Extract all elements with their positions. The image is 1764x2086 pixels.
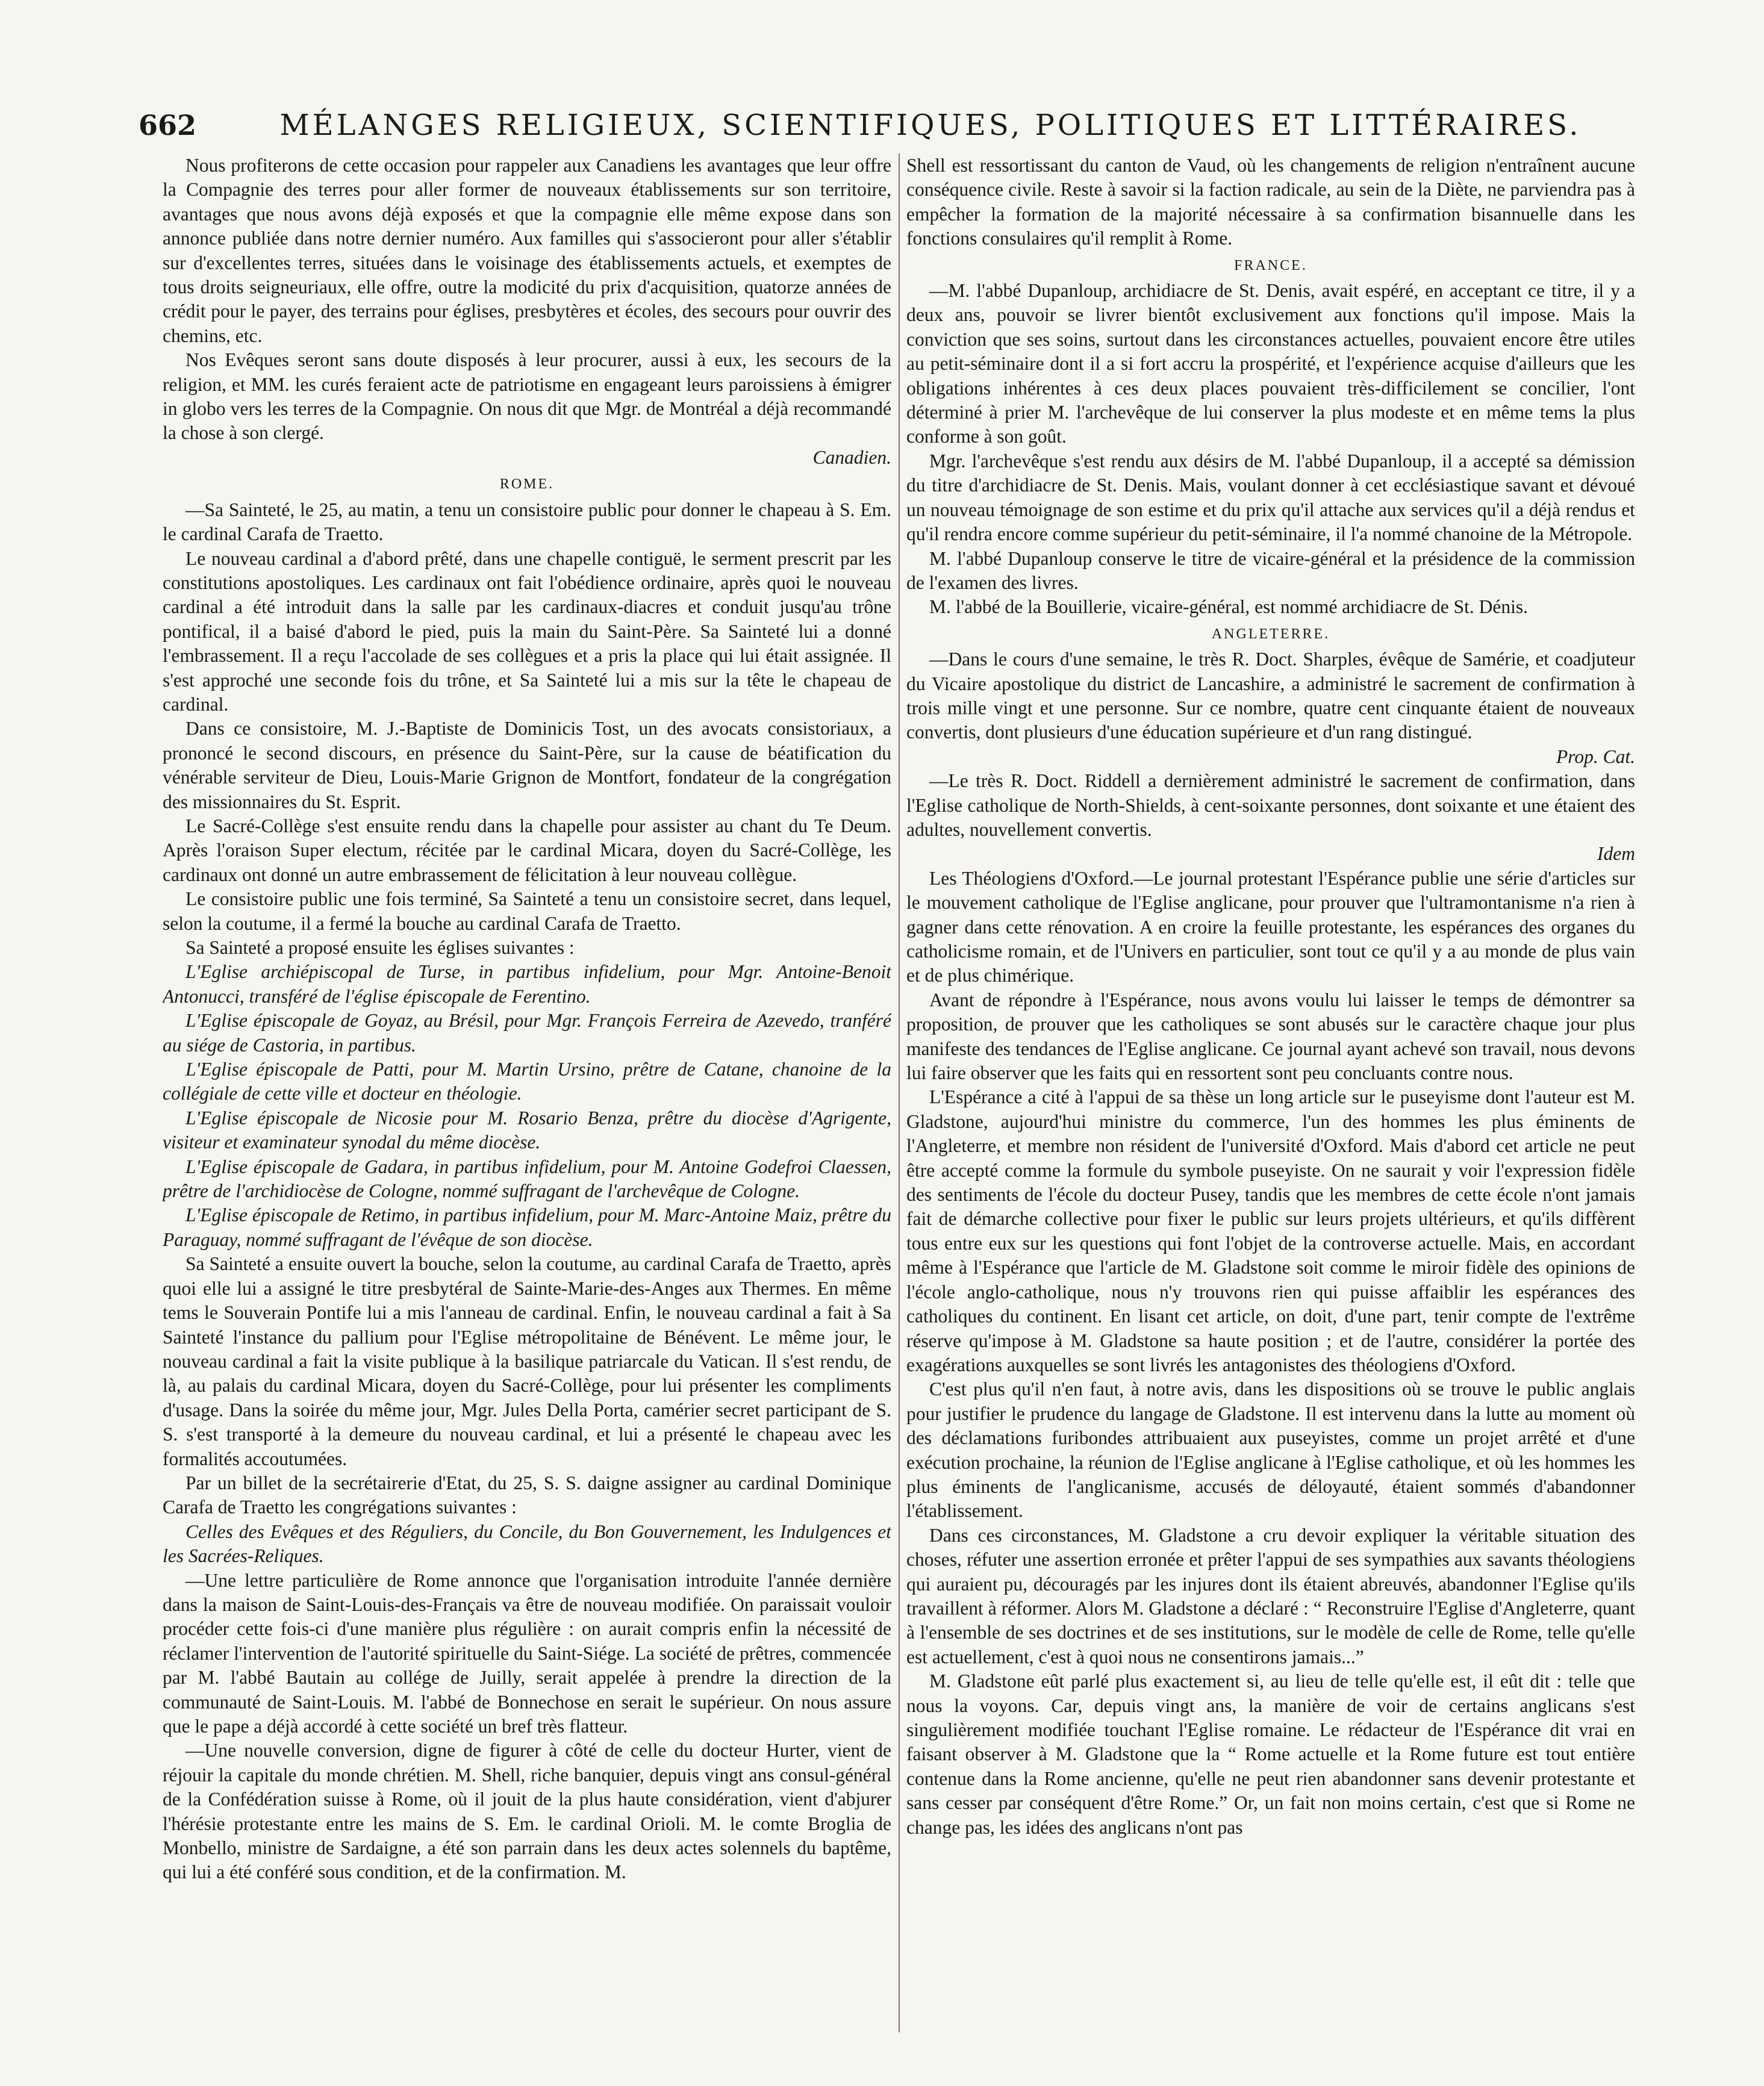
source-signature: Prop. Cat.	[1556, 746, 1635, 767]
running-title: MÉLANGES RELIGIEUX, SCIENTIFIQUES, POLITIQUES ET LITTÉRAIRES.	[279, 108, 1582, 142]
article-paragraph: —Une nouvelle conversion, digne de figurer à côté de celle du docteur Hurter, vient de réjouir la capitale du monde chrétien. M. Shell, riche banquier, depuis vingt ans consul-général de la Confédération suisse à Rome, où il jouit de la plus haute considération, vient d'abjurer l'hérésie protestante entre les mains de S. Em. le cardinal Orioli. M. le comte Broglia de Monbello, ministre de Sardaigne, a été son parrain dans les deux actes solennels du baptême, qui lui a été conféré sous condition, et de la confirmation. M.	[163, 1740, 891, 1883]
article-paragraph: Nos Evêques seront sans doute disposés à leur procurer, aussi à eux, les secours de la religion, et MM. les curés feraient acte de patriotisme en engageant leurs paroissiens à émigrer in globo vers les terres de la Compagnie. On nous dit que Mgr. de Montréal a déjà recommandé la chose à son clergé.	[163, 349, 891, 444]
article-paragraph: Le nouveau cardinal a d'abord prêté, dans une chapelle contiguë, le serment prescrit par les constitutions apostoliques. Les cardinaux ont fait l'obédience ordinaire, après quoi le nouveau cardinal a été introduit dans la salle par les cardinaux-diacres et conduit jusqu'au trône pontifical, il a baisé d'abord le pied, puis la main du Saint-Père. Sa Sainteté lui a donné l'embrassement. Il a reçu l'accolade de ses collègues et a pris la place qui lui était assignée. Il s'est approché une seconde fois du trône, et Sa Sainteté lui a mis sur la tête le chapeau de cardinal.	[163, 547, 891, 715]
source-signature: Canadien.	[812, 446, 891, 468]
church-entry: L'Eglise épiscopale de Goyaz, au Brésil, pour Mgr. François Ferreira de Azevedo, tranféré au siége de Castoria, in partibus.	[163, 1010, 891, 1056]
article-paragraph: Sa Sainteté a ensuite ouvert la bouche, selon la coutume, au cardinal Carafa de Traetto, après quoi elle lui a assigné le titre presbytéral de Sainte-Marie-des-Anges aux Thermes. En même tems le Souverain Pontife lui a mis l'anneau de cardinal. Enfin, le nouveau cardinal a fait à Sa Sainteté l'instance du pallium pour l'Eglise métropolitaine de Bénévent. Le même jour, le nouveau cardinal a fait la visite publique à la basilique patriarcale du Vatican. Il s'est rendu, de là, au palais du cardinal Micara, doyen du Sacré-Collège, pour lui présenter les compliments d'usage. Dans la soirée du même jour, Mgr. Jules Della Porta, camérier secret participant de S. S. s'est transporté à la demeure du nouveau cardinal, et lui a présenté le chapeau avec les formalités accoutumées.	[163, 1253, 891, 1469]
article-paragraph: M. l'abbé de la Bouillerie, vicaire-général, est nommé archidiacre de St. Dénis.	[929, 596, 1529, 618]
article-paragraph: L'Espérance a cité à l'appui de sa thèse un long article sur le puseyisme dont l'auteur est M. Gladstone, aujourd'hui ministre du commerce, l'un des hommes les plus éminents de l'Angleterre, et membre non résident de l'université d'Oxford. Mais d'abord cet article ne peut être accepté comme la formule du symbole puseyiste. On ne saurait y voir l'expression fidèle des sentiments de l'école du docteur Pusey, tandis que les membres de cette école n'ont jamais fait de démarche collective pour fixer le public sur leurs projets ultérieurs, et qu'ils diffèrent tous entre eux sur les questions qui font l'objet de la controverse actuelle. Mais, en accordant même à l'Espérance que l'article de M. Gladstone soit comme le miroir fidèle des opinions de l'école anglo-catholique, nous n'y trouvons rien qui puisse affaiblir les espérances des catholiques du continent. En lisant cet article, on doit, d'une part, tenir compte de l'extrême réserve qu'impose à M. Gladstone sa haute position ; et de l'autre, considérer la portée des exagérations auxquelles se sont livrés les antagonistes des théologiens d'Oxford.	[906, 1086, 1635, 1375]
article-paragraph: Les Théologiens d'Oxford.—Le journal protestant l'Espérance publie une série d'articles sur le mouvement catholique de l'Eglise anglicane, pour prouver que l'ultramontanisme n'a rien à gagner dans cette rénovation. A en croire la feuille protestante, les espérances des organes du catholicisme romain, et de l'Univers en particulier, sont tout ce qu'il y a au monde de plus vain et de plus chimérique.	[906, 867, 1635, 986]
article-paragraph: —Sa Sainteté, le 25, au matin, a tenu un consistoire public pour donner le chapeau à S. Em. le cardinal Carafa de Traetto.	[163, 499, 891, 545]
section-heading-rome: ROME.	[499, 476, 555, 493]
church-entry: L'Eglise épiscopale de Retimo, in partibus infidelium, pour M. Marc-Antoine Maiz, prêtre du Paraguay, nommé suffragant de l'évêque de son diocèse.	[163, 1204, 891, 1250]
article-paragraph: Avant de répondre à l'Espérance, nous avons voulu lui laisser le temps de démontrer sa proposition, de prouver que les catholiques se sont abusés sur le caractère chaque jour plus manifeste des tendances de l'Eglise anglicane. Ce journal ayant achevé son travail, nous devons lui faire observer que les faits qui en ressortent sont peu concluants contre nous.	[906, 989, 1635, 1084]
article-paragraph: —Dans le cours d'une semaine, le très R. Doct. Sharples, évêque de Samérie, et coadjuteur du Vicaire apostolique du district de Lancashire, a administré le sacrement de confirmation à trois mille vingt et une personne. Sur ce nombre, quatre cent cinquante étaient de nouveaux convertis, dont plusieurs d'une éducation supérieure et d'un rang distingué.	[906, 649, 1635, 743]
congregation-list: Celles des Evêques et des Réguliers, du Concile, du Bon Gouvernement, les Indulgences et les Sacrées-Reliques.	[163, 1521, 891, 1567]
church-entry: L'Eglise épiscopale de Nicosie pour M. Rosario Benza, prêtre du diocèse d'Agrigente, visiteur et examinateur synodal du même diocèse.	[163, 1107, 891, 1153]
article-paragraph: Sa Sainteté a proposé ensuite les églises suivantes :	[185, 937, 575, 958]
article-paragraph: M. l'abbé Dupanloup conserve le titre de vicaire-général et la présidence de la commission de l'examen des livres.	[906, 547, 1635, 593]
section-heading-france: FRANCE.	[1234, 257, 1307, 273]
left-column	[163, 154, 891, 2032]
church-entry: L'Eglise archiépiscopal de Turse, in partibus infidelium, pour Mgr. Antoine-Benoit Antonucci, transféré de l'église épiscopale de Ferentino.	[163, 961, 891, 1007]
article-paragraph: Dans ce consistoire, M. J.-Baptiste de Dominicis Tost, un des avocats consistoriaux, a prononcé le second discours, en présence du Saint-Père, sur la cause de béatification du vénérable serviteur de Dieu, Louis-Marie Grignon de Montfort, fondateur de la congrégation des missionnaires du St. Esprit.	[163, 718, 891, 812]
section-heading-angleterre: ANGLETERRE.	[1211, 626, 1330, 642]
article-paragraph: Le consistoire public une fois terminé, Sa Sainteté a tenu un consistoire secret, dans lequel, selon la coutume, il a fermé la bouche au cardinal Carafa de Traetto.	[163, 888, 891, 934]
source-signature: Idem	[1597, 843, 1635, 865]
article-paragraph: C'est plus qu'il n'en faut, à notre avis, dans les dispositions où se trouve le public anglais pour justifier le prudence du langage de Gladstone. Il est intervenu dans la lutte au moment où des déclamations furibondes attribuaient aux puseyistes, comme un projet arrêté et d'une exécution prochaine, la réunion de l'Eglise anglicane à l'Eglise catholique, et où les hommes les plus éminents de l'anglicanisme, accusés de déloyauté, étaient sommés d'abandonner l'établissement.	[906, 1378, 1635, 1522]
church-entry: L'Eglise épiscopale de Patti, pour M. Martin Ursino, prêtre de Catane, chanoine de la collégiale de cette ville et docteur en théologie.	[163, 1059, 891, 1104]
article-paragraph: Le Sacré-Collège s'est ensuite rendu dans la chapelle pour assister au chant du Te Deum. Après l'oraison Super electum, récitée par le cardinal Micara, doyen du Sacré-Collège, les cardinaux ont donné un autre embrassement de félicitation à leur nouveau collègue.	[163, 815, 891, 885]
page-header	[139, 101, 1650, 149]
church-entry: L'Eglise épiscopale de Gadara, in partibus infidelium, pour M. Antoine Godefroi Claessen, prêtre de l'archidiocèse de Cologne, nommé suffragant de l'archevêque de Cologne.	[163, 1156, 891, 1202]
article-paragraph: Par un billet de la secrétairerie d'Etat, du 25, S. S. daigne assigner au cardinal Dominique Carafa de Traetto les congrégations suivantes :	[163, 1472, 891, 1518]
article-paragraph: M. Gladstone eût parlé plus exactement si, au lieu de telle qu'elle est, il eût dit : telle que nous la voyons. Car, depuis vingt ans, la manière de voir de certains anglicans s'est singulièrement modifiée touchant l'Eglise romaine. Le rédacteur de l'Espérance dit vrai en faisant observer à M. Gladstone que la “ Rome actuelle et la Rome future est tout entière contenue dans la Rome ancienne, qu'elle ne peut rien abandonner sans devenir protestante et sans cesser par conséquent d'être Rome.” Or, un fait non moins certain, c'est que si Rome ne change pas, les idées des anglicans n'ont pas	[906, 1670, 1635, 1838]
page-number: 662	[139, 109, 197, 142]
article-paragraph: —Une lettre particulière de Rome annonce que l'organisation introduite l'année dernière dans la maison de Saint-Louis-des-Français va être de nouveau modifiée. On paraissait vouloir procéder cette fois-ci d'une manière plus régulière : on aurait compris enfin la nécessité de réclamer l'intervention de l'autorité spirituelle du Saint-Siége. La société de prêtres, commencée par M. l'abbé Bautain au collége de Juilly, serait appelée à prendre la direction de la communauté de Saint-Louis. M. l'abbé de Bonnechose en serait le supérieur. On nous assure que le pape a déjà accordé à cette société un bref très flatteur.	[163, 1569, 891, 1737]
article-paragraph: —Le très R. Doct. Riddell a dernièrement administré le sacrement de confirmation, dans l'Eglise catholique de North-Shields, à cent-soixante personnes, dont soixante et une étaient des adultes, nouvellement convertis.	[906, 770, 1635, 840]
right-column	[906, 154, 1635, 2032]
column-divider	[899, 154, 900, 2032]
article-paragraph: Nous profiterons de cette occasion pour rappeler aux Canadiens les avantages que leur offre la Compagnie des terres pour aller former de nouveaux établissements sur son territoire, avantages que nous avons déjà exposés et que la compagnie elle même expose dans son annonce publiée dans notre dernier numéro. Aux familles qui s'associeront pour aller s'établir sur d'excellentes terres, situées dans le voisinage des établissements actuels, et exemptes de tous droits seigneuriaux, elle offre, outre la modicité du prix d'acquisition, quatorze années de crédit pour le payer, des terrains pour églises, presbytères et écoles, des secours pour ouvrir des chemins, etc.	[163, 155, 891, 346]
article-paragraph: —M. l'abbé Dupanloup, archidiacre de St. Denis, avait espéré, en acceptant ce titre, il y a deux ans, pouvoir se livrer bientôt exclusivement aux fonctions qu'il impose. Mais la conviction que ses soins, surtout dans les circonstances actuelles, pouvaient encore être utiles au petit-séminaire dont il a si fort accru la prospérité, et l'expérience acquise d'ailleurs que les obligations inhérentes à ces deux places pouvaient très-difficilement se concilier, l'ont déterminé à prier M. l'archevêque de lui conserver la plus modeste et en même tems la plus conforme à son goût.	[906, 280, 1635, 447]
article-paragraph: Dans ces circonstances, M. Gladstone a cru devoir expliquer la véritable situation des choses, réfuter une assertion erronée et prêter l'appui de ses sympathies aux savants théologiens qui auraient pu, découragés par les injures dont ils étaient abreuvés, abandonner l'Eglise qu'ils travaillent à réformer. Alors M. Gladstone a déclaré : “ Reconstruire l'Eglise d'Angleterre, quant à l'ensemble de ses doctrines et de ses institutions, sur le modèle de celle de Rome, telle qu'elle est actuellement, c'est à quoi nous ne consentirons jamais...”	[906, 1524, 1635, 1667]
article-paragraph: Shell est ressortissant du canton de Vaud, où les changements de religion n'entraînent aucune conséquence civile. Reste à savoir si la faction radicale, au sein de la Diète, ne parviendra pas à empêcher la formation de la majorité nécessaire à sa confirmation bisannuelle dans les fonctions consulaires qu'il remplit à Rome.	[906, 155, 1635, 249]
article-paragraph: Mgr. l'archevêque s'est rendu aux désirs de M. l'abbé Dupanloup, il a accepté sa démission du titre d'archidiacre de St. Denis. Mais, voulant donner à cet ecclésiastique savant et dévoué un nouveau témoignage de son estime et du prix qu'il attache aux services qu'il a déjà rendus et qu'il rendra encore comme supérieur du petit-séminaire, il l'a nommé chanoine de la Métropole.	[906, 450, 1635, 545]
